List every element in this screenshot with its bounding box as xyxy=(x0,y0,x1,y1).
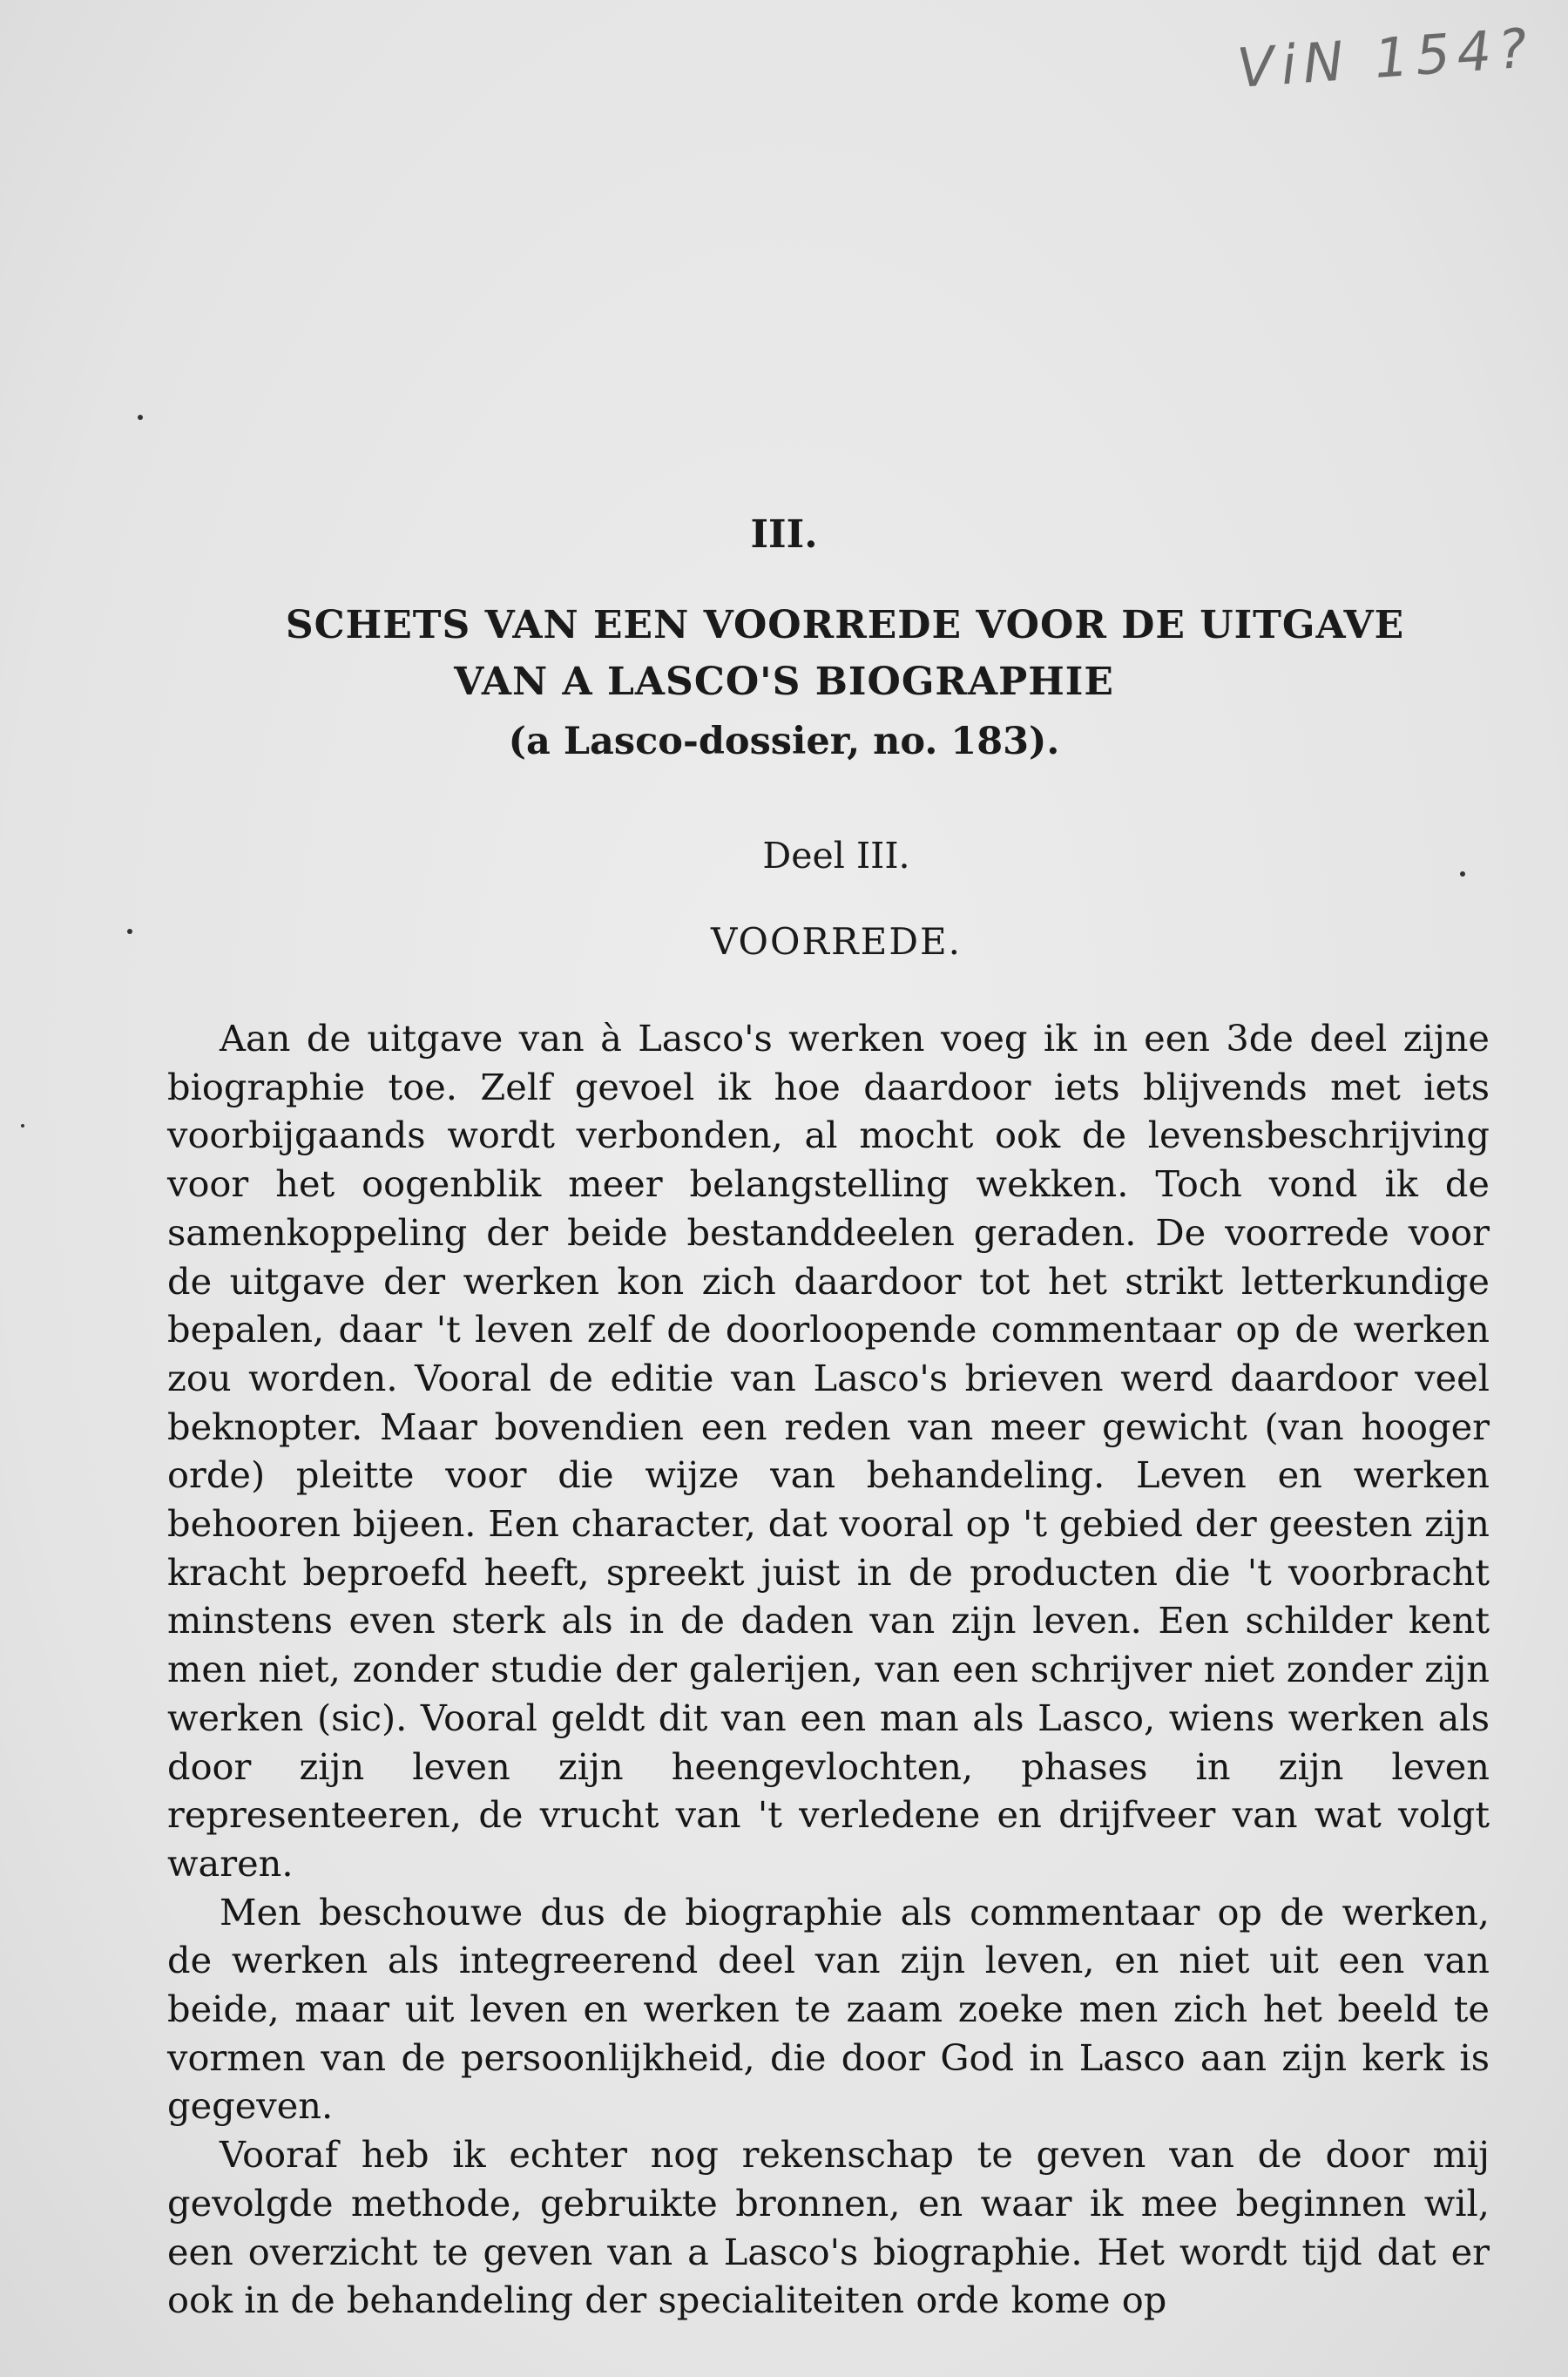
scan-speck xyxy=(127,929,132,934)
scan-speck xyxy=(21,1124,24,1128)
chapter-number: III. xyxy=(750,512,818,557)
paragraph-1: Aan de uitgave van à Lasco's werken voeg ik in een 3de deel zijne biographie toe. Zelf gevoel ik hoe daardoor iets blijvends met iets voorbijgaands wordt verbonden, al mocht ook de levensbeschrijving voor het oogenblik meer belangstelling wekken. Toch vond ik de samenkoppeling der beide bestanddeelen geraden. De voorrede voor de uitgave der werken kon zich daardoor tot het strikt letterkundige bepalen, daar 't leven zelf de doorloopende commentaar op de werken zou worden. Vooral de editie van Lasco's brieven werd daardoor veel beknopter. Maar bovendien een reden van meer gewicht (van hooger orde) pleitte voor die wijze van behandeling. Leven en werken behooren bijeen. Een character, dat vooral op 't gebied der geesten zijn kracht beproefd heeft, spreekt juist in de producten die 't voorbracht minstens even sterk als in de daden van zijn leven. Een schilder kent men niet, zonder studie der galerijen, van een schrijver niet zonder zijn werken (sic). Vooral geldt dit van een man als Lasco, wiens werken als door zijn leven zijn heengevlochten, phases in zijn leven representeeren, de vrucht van 't verledene en drijfveer van wat volgt waren. xyxy=(167,1017,1490,1885)
scan-speck xyxy=(1460,871,1465,877)
paragraph-2: Men beschouwe dus de biographie als commentaar op de werken, de werken als integreerend deel van zijn leven, en niet uit een van beide, maar uit leven en werken te zaam zoeke men zich het beeld te vormen van de persoonlijkheid, die door God in Lasco aan zijn kerk is gegeven. xyxy=(167,1890,1490,2128)
body-text xyxy=(167,1014,1490,2325)
title-line-1: SCHETS VAN EEN VOORREDE VOOR DE UITGAVE xyxy=(285,603,1405,647)
scan-speck xyxy=(138,415,143,420)
title-line-2: VAN A LASCO'S BIOGRAPHIE xyxy=(454,660,1114,704)
paragraph-3: Vooraf heb ik echter nog rekenschap te geven van de door mij gevolgde methode, gebruikte bronnen, en waar ik mee beginnen wil, een overzicht te geven van a Lasco's biographie. Het wordt tijd dat er ook in de behandeling der specialiteiten orde kome op xyxy=(167,2133,1490,2322)
handwritten-annotation: ViN 154? xyxy=(1234,16,1537,100)
title-line-3: (a Lasco-dossier, no. 183). xyxy=(508,720,1060,763)
section-heading: VOORREDE. xyxy=(710,920,963,963)
part-heading: Deel III. xyxy=(762,835,910,877)
